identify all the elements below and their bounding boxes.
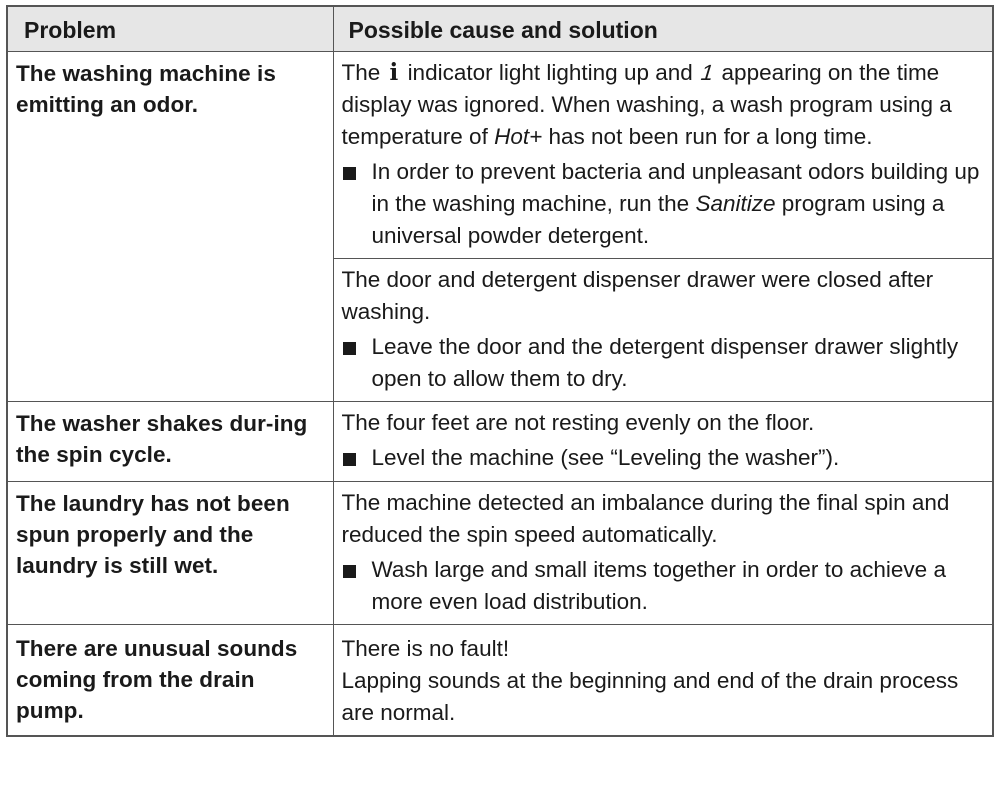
header-cause-solution: Possible cause and solution xyxy=(333,6,993,51)
square-bullet-icon xyxy=(343,565,356,578)
table-row xyxy=(7,481,993,624)
display-segment-icon: 1 xyxy=(699,59,715,85)
cause-text: The door and detergent dispenser drawer were closed after washing. xyxy=(341,266,934,324)
cause-cell xyxy=(333,51,993,258)
cause-cell xyxy=(333,624,993,736)
problem-cell: The washer shakes dur-ing the spin cycle. xyxy=(7,401,333,481)
problem-cell: The laundry has not been spun properly and the laundry is still wet. xyxy=(7,481,333,624)
troubleshooting-table xyxy=(6,5,994,737)
problem-cell: The washing machine is emitting an odor. xyxy=(7,51,333,401)
header-problem: Problem xyxy=(7,6,333,51)
table-row xyxy=(7,624,993,736)
solution-item: Leave the door and the detergent dispenser drawer slightly open to allow them to dry. xyxy=(342,331,985,395)
table-row xyxy=(7,51,993,258)
square-bullet-icon xyxy=(343,453,356,466)
solution-item: Level the machine (see “Leveling the washer”). xyxy=(342,442,985,474)
solution-item: Wash large and small items together in order to achieve a more even load distribution. xyxy=(342,554,985,618)
table-row xyxy=(7,401,993,481)
cause-cell xyxy=(333,258,993,401)
square-bullet-icon xyxy=(343,342,356,355)
cause-text: The i indicator light lighting up and 1 appearing on the time display was ignored. When washing, a wash program using a temperature of Hot+ has not been run for a long time. xyxy=(341,58,952,149)
solution-item: In order to prevent bacteria and unpleasant odors building up in the washing machine, run the Sanitize program using a universal powder detergent. xyxy=(342,156,985,252)
program-name: Sanitize xyxy=(695,190,776,216)
header-row xyxy=(7,6,993,51)
square-bullet-icon xyxy=(343,167,356,180)
cause-text: There is no fault! xyxy=(341,635,510,661)
cause-cell xyxy=(333,481,993,624)
info-indicator-icon: i xyxy=(389,58,399,86)
cause-text: The four feet are not resting evenly on the floor. xyxy=(341,409,815,435)
cause-cell xyxy=(333,401,993,481)
temperature-name: Hot+ xyxy=(494,123,543,149)
problem-cell: There are unusual sounds coming from the drain pump. xyxy=(7,624,333,736)
cause-text: The machine detected an imbalance during the final spin and reduced the spin speed automatically. xyxy=(341,489,950,547)
cause-text: Lapping sounds at the beginning and end of the drain process are normal. xyxy=(341,667,959,725)
